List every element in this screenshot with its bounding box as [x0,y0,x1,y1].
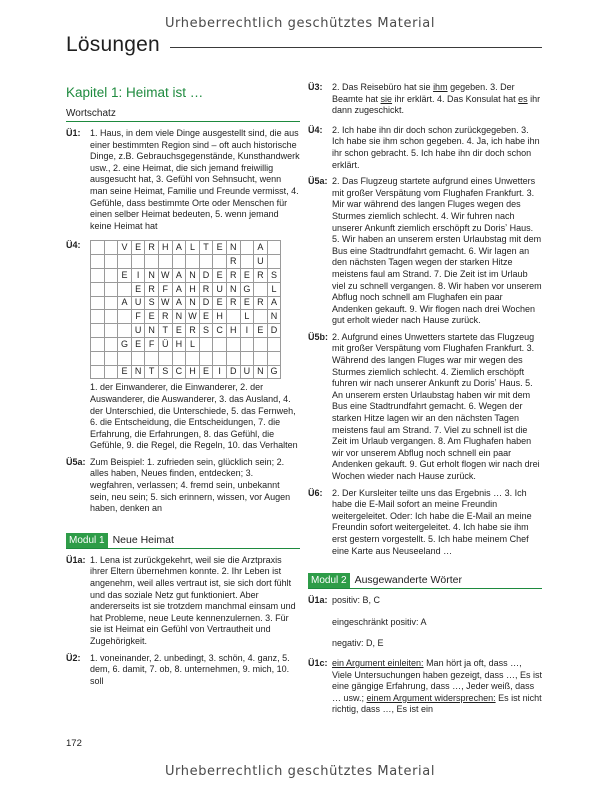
grid-cell: L [186,241,200,255]
grid-cell: N [226,282,240,296]
grid-row [91,296,281,310]
modul-badge: Modul 1 [66,533,108,548]
grid-row [91,324,281,338]
grid-cell: R [226,296,240,310]
grid-cell [145,351,159,365]
exercise-m2-u1c [308,658,542,716]
grid-cell: D [267,324,281,338]
crossword-grid [90,240,281,379]
grid-cell [91,365,105,379]
watermark-bottom: Urheberrechtlich geschütztes Material [164,764,436,779]
grid-cell: U [131,296,145,310]
grid-cell [199,337,213,351]
page-title: Lösungen [66,33,160,56]
exercise-label: Ü1: [66,128,81,138]
grid-cell [118,255,132,269]
wortschatz-heading: Wortschatz [66,107,300,122]
grid-cell: E [131,241,145,255]
grid-cell: S [199,324,213,338]
watermark-top: Urheberrechtlich geschütztes Material [164,16,436,31]
underlined-phrase: ein Argument einleiten: [332,657,424,668]
grid-cell: G [267,365,281,379]
grid-cell [199,351,213,365]
grid-cell: R [158,310,172,324]
exercise-label: Ü5a: [66,456,86,467]
grid-cell: A [172,241,186,255]
text-segment: Es ist nicht richtig, dass …, Es ist ein [332,692,542,715]
exercise-m1-u2 [66,653,300,688]
grid-cell [104,337,118,351]
grid-cell: N [226,241,240,255]
grid-cell: E [145,310,159,324]
grid-cell: D [199,268,213,282]
exercise-u4 [66,240,300,452]
grid-cell [267,351,281,365]
grid-cell: H [158,241,172,255]
exercise-m2-u1a [308,595,542,652]
modul-title: Neue Heimat [112,533,174,546]
grid-cell: R [145,241,159,255]
grid-cell: N [131,365,145,379]
grid-cell: F [131,310,145,324]
exercise-text: 1. der Einwanderer, die Einwanderer, 2. der Auswanderer, die Auswanderer, 3. das Ausland, 4. der Unterschied, die Unterschiede, 5. das Fernweh, 6. die Entscheidung, die Entscheidungen, 7. die Erfahrung, die Erfahrungen, 8. das Gefühl, die Gefühle, 9. die Regel, die Regeln, 10. das Verhalten [90,382,298,451]
grid-cell [254,310,268,324]
grid-cell [267,337,281,351]
grid-cell [254,337,268,351]
underlined-word: es [518,93,528,104]
grid-cell: E [213,296,227,310]
grid-cell: L [240,310,254,324]
grid-cell: D [226,365,240,379]
exercise-label: Ü5a: [308,176,328,187]
exercise-label: Ü3: [308,82,323,92]
exercise-u3 [308,82,542,117]
text-segment: ihr erklärt. 4. Das Konsulat hat [392,93,519,104]
grid-cell [104,365,118,379]
exercise-text: 2. Ich habe ihn dir doch schon zurückgegeben. 3. Ich habe sie ihm schon gegeben. 4. Ja, ich habe ihn ihr schon gebracht. 5. Ich habe ihn dir doch schon erklärt. [332,124,540,170]
exercise-text [332,82,542,117]
exercise-label: Ü1a: [66,554,86,565]
grid-cell: L [267,282,281,296]
grid-cell [172,255,186,269]
grid-cell [104,255,118,269]
grid-cell: E [213,268,227,282]
exercise-body [90,240,300,452]
grid-cell: F [145,337,159,351]
grid-cell [104,268,118,282]
grid-cell: D [199,296,213,310]
grid-cell: U [254,255,268,269]
grid-cell [213,351,227,365]
exercise-label: Ü4: [308,124,323,135]
exercise-label: Ü6: [308,487,323,498]
grid-cell: I [213,365,227,379]
exercise-body [332,595,542,652]
exercise-u1 [66,128,300,232]
grid-cell: W [158,296,172,310]
grid-cell [226,351,240,365]
exercise-label: Ü4: [66,240,81,251]
grid-row [91,282,281,296]
grid-cell: L [186,337,200,351]
grid-cell: U [213,282,227,296]
grid-cell: N [186,296,200,310]
grid-cell: A [172,282,186,296]
grid-cell [267,255,281,269]
grid-cell: R [254,296,268,310]
grid-cell: E [118,365,132,379]
exercise-u4-right [308,125,542,171]
grid-cell: E [240,296,254,310]
grid-cell: H [186,282,200,296]
grid-cell [104,324,118,338]
grid-cell [186,351,200,365]
exercise-label: Ü1c: [308,657,328,668]
grid-cell: A [172,296,186,310]
grid-cell [158,351,172,365]
grid-cell [91,337,105,351]
exercise-label: Ü5b: [308,331,328,342]
grid-cell: N [186,268,200,282]
grid-cell: H [213,310,227,324]
exercise-m1-u1a [66,555,300,648]
grid-cell: A [254,241,268,255]
grid-cell [145,255,159,269]
grid-cell: I [131,268,145,282]
exercise-text: 2. Aufgrund eines Unwetters startete das Flugzeug mit großer Verspätung vom Flughafen Frankfurt. 3. Während des langen Fluges war mir wegen des Sturmes ziemlich schlecht. 4. Ziemlich erschöpft fuhren wir nach unserer Ankunft zu Dorisʼ Haus. 5. An unserem ersten Urlaubstag haben wir mit dem Bus eine Stadtrundfahrt gemacht. 6. Wegen der starken Hitze lagen wir an den nächsten Tagen meistens faul am Strand. 7. Viel zu schnell ist die Zeit im Urlaub vergangen. 8. Am Flughafen haben wir vor unserem Abflug noch schnell ein paar Andenken gekauft. 9. Gut erholt flogen wir nach drei Wochen wieder nach Hause zurück. [332,331,540,481]
grid-cell [240,337,254,351]
grid-cell [267,241,281,255]
grid-cell: T [145,365,159,379]
grid-row [91,255,281,269]
exercise-label: Ü1a: [308,595,328,606]
grid-cell [131,351,145,365]
underlined-phrase: einem Argument widersprechen: [366,692,496,703]
right-column [308,82,542,721]
exercise-text: 2. Der Kursleiter teilte uns das Ergebnis … 3. Ich habe die E-Mail sofort an meine Freundin weitergeleitet. Oder: Ich habe die E-Mail an meine Freundin sofort weitergeleitet. 4. Ich habe sie ihm erst gestern vorgestellt. 5. Ich habe meinem Chef eine Karte aus Neuseeland … [332,487,532,556]
grid-cell: N [254,365,268,379]
grid-cell [104,310,118,324]
text-segment: 2. Das Reisebüro hat sie [332,82,434,92]
grid-cell: R [145,282,159,296]
grid-cell: A [267,296,281,310]
grid-cell [118,310,132,324]
grid-cell: W [158,268,172,282]
grid-cell [240,351,254,365]
grid-cell: S [145,296,159,310]
grid-cell [226,337,240,351]
grid-cell: T [158,324,172,338]
grid-cell: U [131,324,145,338]
left-column [66,80,300,692]
exercise-text: 1. Haus, in dem viele Dinge ausgestellt sind, die aus einer bestimmten Region sind – oft auch historische Dinge, z.B. Gebrauchsgegenstände, Kunsthandwerk usw., 2. eine Heimat, die sich jemand freiwillig ausgesucht hat, 3. Gefühl von Sehnsucht, wenn man seine Heimat, Familie und Freunde vermisst, 4. Gefühle, dass bestimmte Orte oder Menschen für einen selber Heimat bedeuten, 5. wenn jemand keine Heimat hat [90,128,300,231]
grid-cell: S [267,268,281,282]
grid-cell [91,282,105,296]
grid-cell: E [213,241,227,255]
grid-cell: W [186,310,200,324]
modul-badge: Modul 2 [308,573,350,588]
underlined-word: sie [380,93,393,104]
grid-cell [240,241,254,255]
grid-cell [118,351,132,365]
grid-cell: E [199,310,213,324]
exercise-text: 2. Das Flugzeug startete aufgrund eines Unwetters mit großer Verspätung vom Flughafen Frankfurt. 3. Mir war während des langen Fluges wegen des Sturmes ziemlich schlecht. 4. Wir fuhren nach unserer Ankunft ziemlich erschöpft zu Dorisʼ Haus. 5. Wir haben an unserem ersten Urlaubstag mit dem Bus eine Stadtrundfahrt gemacht. 6. Wir lagen an den nächsten Tagen wegen der starken Hitze meistens faul am Strand. 7. Die Zeit ist im Urlaub viel zu schnell vergangen. 8. Wir haben vor unserem Abflug noch schnell am Flughafen ein paar Andenken gekauft. 9. Wir flogen nach drei Wochen gut erholt wieder nach Hause zurück. [332,176,542,326]
grid-cell [104,282,118,296]
grid-cell [118,324,132,338]
grid-cell [186,255,200,269]
word-grid [90,240,300,379]
grid-cell: C [213,324,227,338]
grid-cell [199,255,213,269]
grid-cell: R [226,255,240,269]
grid-cell: N [145,324,159,338]
grid-cell [104,241,118,255]
grid-cell [104,351,118,365]
grid-cell [254,282,268,296]
exercise-line: negativ: D, E [332,638,384,649]
page-number: 172 [66,738,82,749]
grid-cell: U [240,365,254,379]
grid-cell: C [172,365,186,379]
grid-cell: E [240,268,254,282]
grid-cell [213,255,227,269]
modul-title: Ausgewanderte Wörter [354,574,462,587]
grid-cell: A [172,268,186,282]
grid-cell: H [226,324,240,338]
grid-cell [91,255,105,269]
exercise-u6-right [308,488,542,558]
grid-cell: R [254,268,268,282]
grid-cell: I [240,324,254,338]
grid-cell [91,268,105,282]
grid-cell: R [199,282,213,296]
exercise-text [332,658,542,716]
grid-row [91,268,281,282]
exercise-line: positiv: B, C [332,595,381,606]
grid-cell [104,296,118,310]
chapter-heading: Kapitel 1: Heimat ist … [66,85,204,100]
grid-cell [91,324,105,338]
exercise-u5b-right [308,332,542,483]
grid-row [91,241,281,255]
exercise-line: eingeschränkt positiv: A [332,616,427,627]
exercise-text: 1. voneinander, 2. unbedingt, 3. schön, 4. ganz, 5. dem, 6. damit, 7. ob, 8. unternehmen, 9. mich, 10. soll [90,652,290,686]
grid-row [91,351,281,365]
grid-cell [118,282,132,296]
modul2-heading [308,573,542,589]
grid-cell [226,310,240,324]
grid-cell: H [186,365,200,379]
grid-cell [172,351,186,365]
exercise-text: Zum Beispiel: 1. zufrieden sein, glücklich sein; 2. alles haben, Neues finden, entdecken; 3. wegfahren, verlassen; 4. fremd sein, unbekannt sein, neu sein; 5. sich erinnern, wissen, vor Augen haben, denken an [90,456,291,514]
grid-cell [240,255,254,269]
grid-cell [131,255,145,269]
underlined-word: ihm [433,82,448,92]
grid-cell: G [118,337,132,351]
title-rule [170,47,542,48]
grid-cell: E [131,282,145,296]
grid-cell: E [199,365,213,379]
text-segment: gegeben. 3. Der Beamte hat [332,82,515,104]
grid-cell: S [158,365,172,379]
grid-cell: E [254,324,268,338]
exercise-label: Ü2: [66,652,81,663]
grid-cell: Ü [158,337,172,351]
grid-cell: N [172,310,186,324]
grid-cell [213,337,227,351]
text-segment: ihr dann zugeschickt. [332,93,541,116]
grid-cell: N [267,310,281,324]
grid-cell: F [158,282,172,296]
modul1-heading [66,533,300,549]
grid-cell: R [226,268,240,282]
grid-cell: G [240,282,254,296]
grid-cell: T [199,241,213,255]
exercise-text: 1. Lena ist zurückgekehrt, weil sie die Arztpraxis ihrer Eltern übernehmen konnte. 2. Ihr Leben ist angenehm, weil alles vertraut ist, sie sich dort fühlt und das soziale Netz gut funktioniert. Aber andererseits ist sie trotzdem manchmal einsam und hat Probleme, neue Leute kennenzulernen. 3. Für sie ist Heimat ein Gefühl von Vertrautheit und Zugehörigkeit. [90,554,296,646]
grid-cell: H [172,337,186,351]
grid-cell [91,351,105,365]
grid-cell: E [172,324,186,338]
grid-cell [91,296,105,310]
grid-row [91,310,281,324]
grid-cell: A [118,296,132,310]
grid-cell: E [131,337,145,351]
grid-cell: R [186,324,200,338]
grid-row [91,365,281,379]
grid-row [91,337,281,351]
grid-cell: E [118,268,132,282]
grid-cell: N [145,268,159,282]
grid-cell [91,310,105,324]
grid-cell: V [118,241,132,255]
grid-cell [91,241,105,255]
exercise-u5a-right [308,176,542,327]
exercise-u5a [66,457,300,515]
text-segment: Man hört ja oft, dass …, Viele Untersuchungen haben gezeigt, dass …, Es ist eine gängige Erfahrung, dass …, Jeder weiß, dass … usw.; [332,657,542,703]
grid-cell [254,351,268,365]
grid-cell [158,255,172,269]
